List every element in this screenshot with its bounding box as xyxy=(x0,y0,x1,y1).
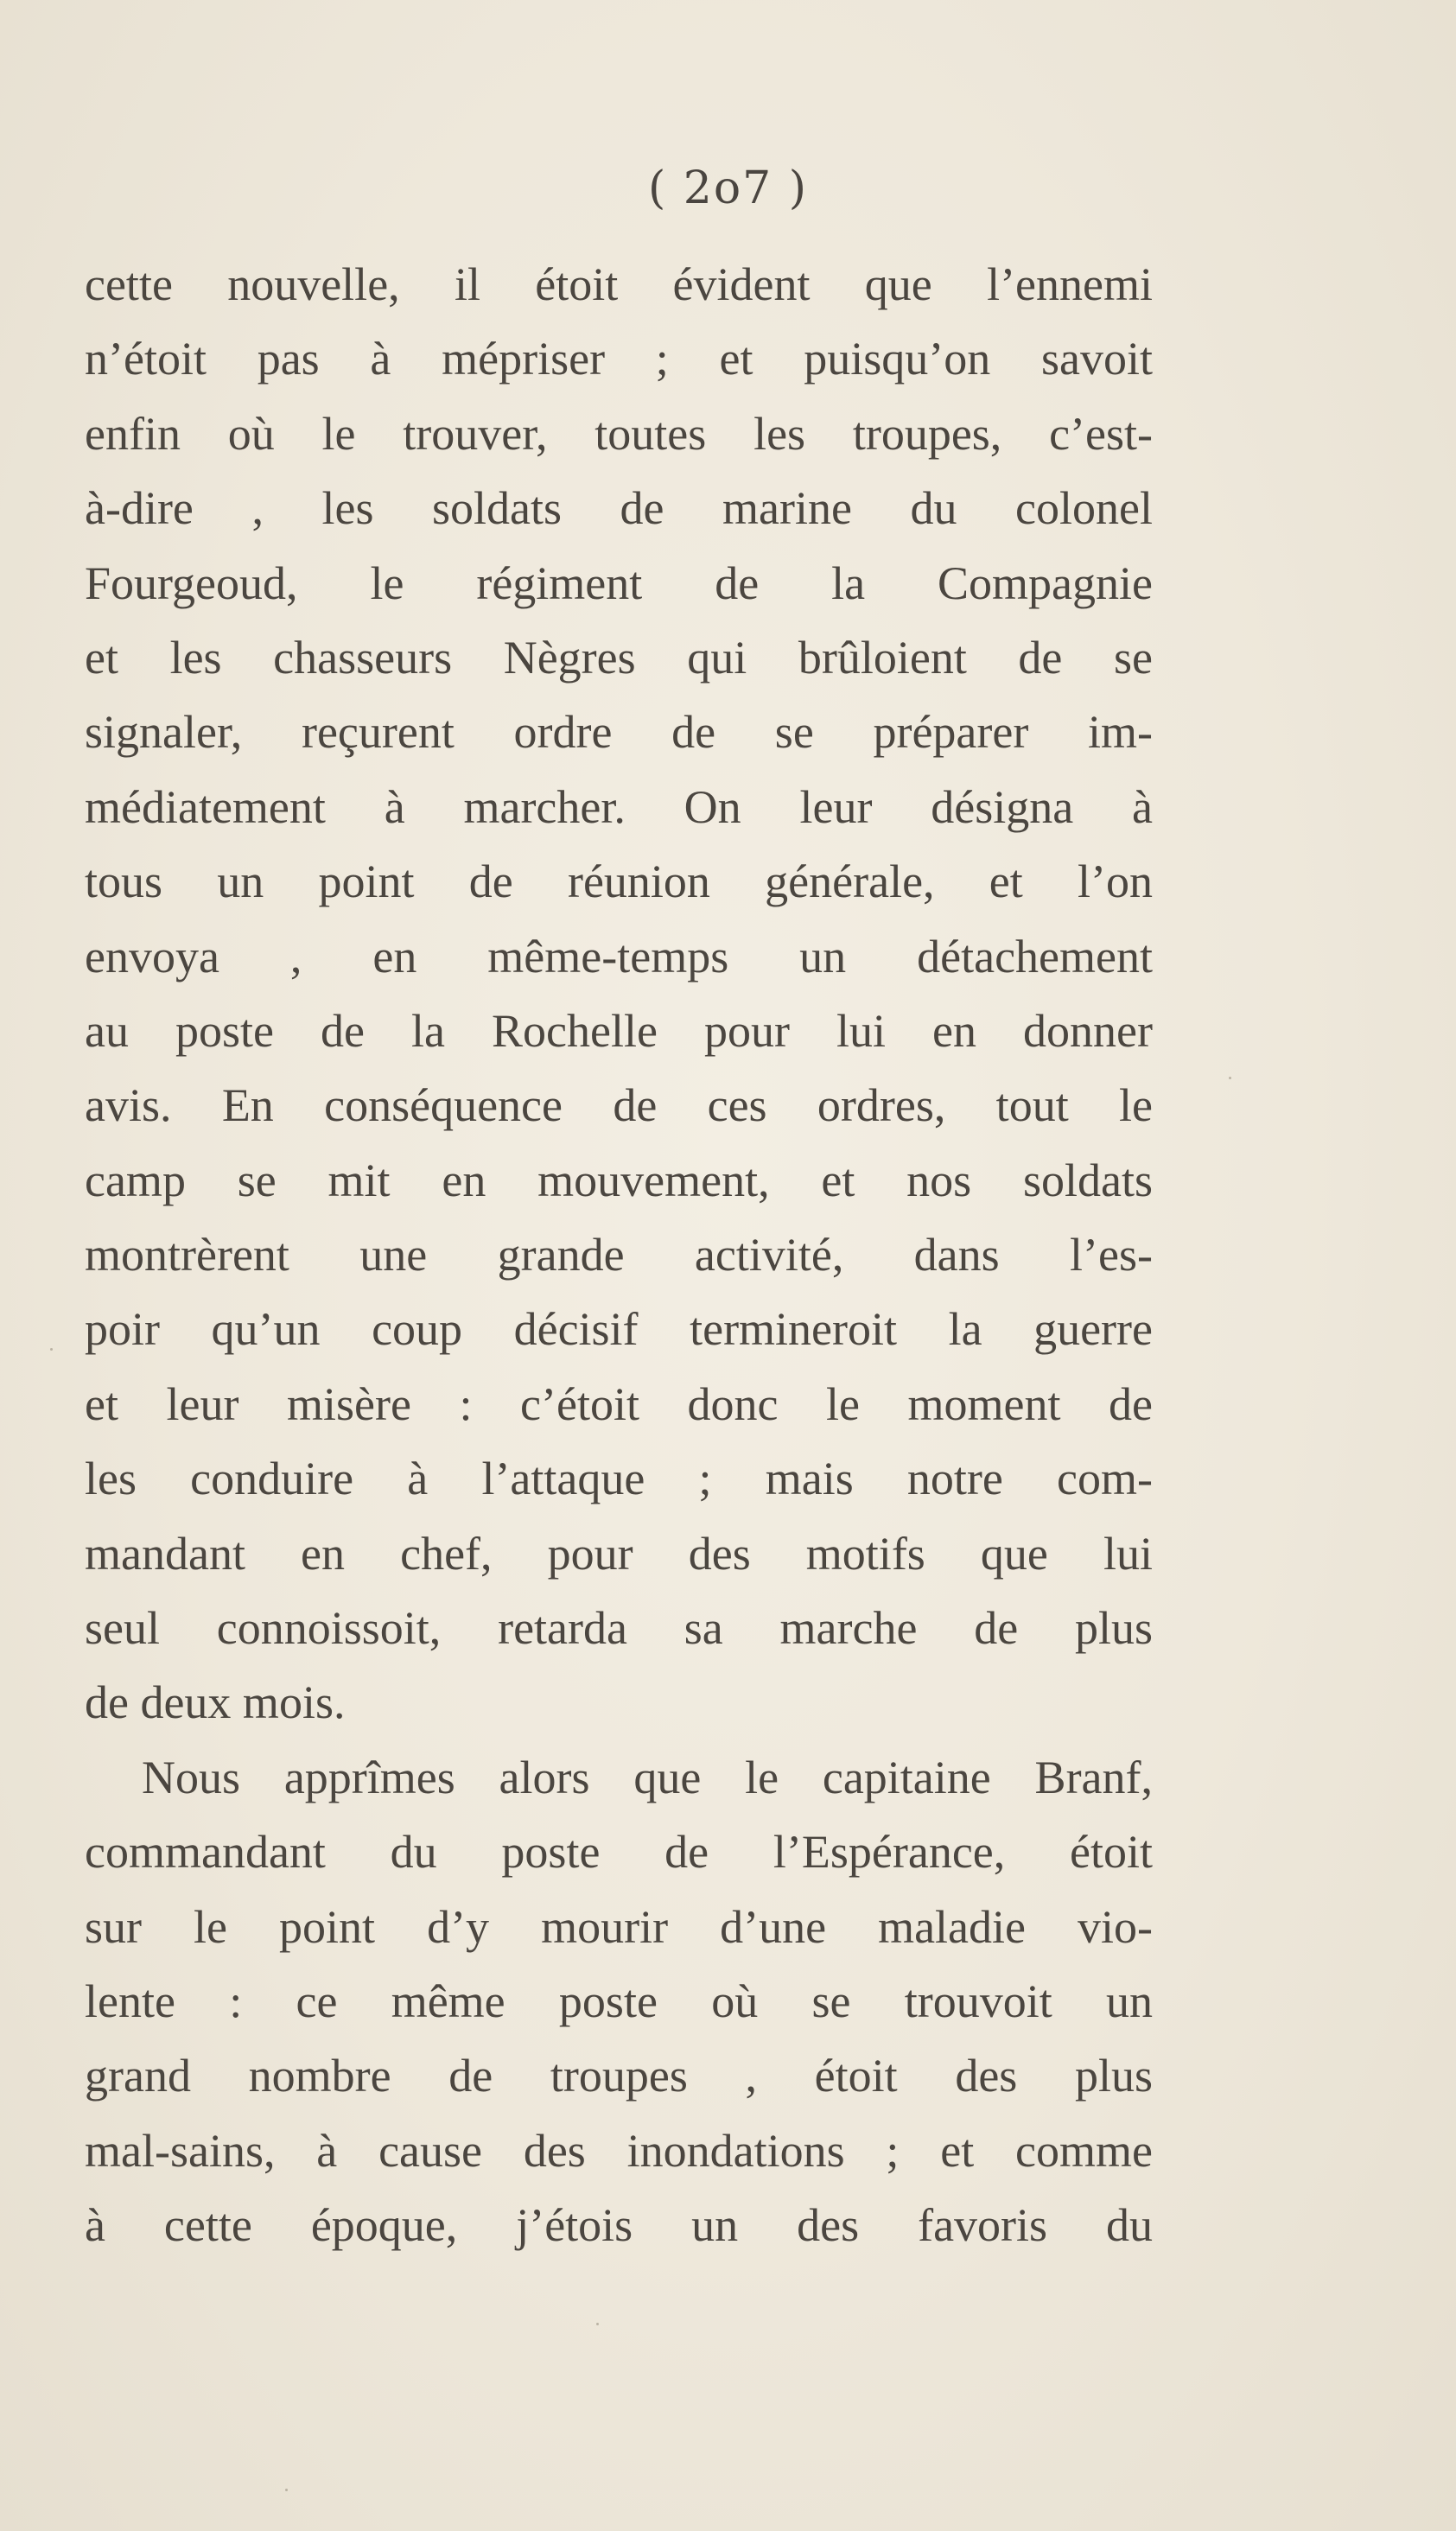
text-line: et leur misère : c’étoit donc le moment de xyxy=(85,1377,1153,1430)
text-line: commandant du poste de l’Espérance, étoit xyxy=(85,1826,1153,1879)
text-line: envoya , en même-temps un détachement xyxy=(85,930,1153,983)
text-line: enfin où le trouver, toutes les troupes, c’est- xyxy=(85,407,1153,460)
text-line: avis. En conséquence de ces ordres, tout le xyxy=(85,1079,1153,1132)
text-line: grand nombre de troupes , étoit des plus xyxy=(85,2050,1153,2102)
text-line: de deux mois. xyxy=(85,1676,346,1729)
text-line: seul connoissoit, retarda sa marche de plus xyxy=(85,1602,1153,1655)
text-line: Fourgeoud, le régiment de la Compagnie xyxy=(85,556,1153,609)
text-line: au poste de la Rochelle pour lui en donner xyxy=(85,1004,1153,1057)
text-line: médiatement à marcher. On leur désigna à xyxy=(85,780,1153,833)
text-line: sur le point d’y mourir d’une maladie vio- xyxy=(85,1900,1153,1953)
text-line: n’étoit pas à mépriser ; et puisqu’on savoit xyxy=(85,333,1153,385)
text-line: signaler, reçurent ordre de se préparer im- xyxy=(85,706,1153,759)
paper-speck xyxy=(285,2489,288,2491)
text-line: montrèrent une grande activité, dans l’es- xyxy=(85,1229,1153,1281)
page-number: ( 2o7 ) xyxy=(647,162,809,214)
text-line: cette nouvelle, il étoit évident que l’ennemi xyxy=(85,258,1153,310)
text-line: à-dire , les soldats de marine du colonel xyxy=(85,482,1153,535)
text-line: mal-sains, à cause des inondations ; et comme xyxy=(85,2124,1153,2177)
text-line: à cette époque, j’étois un des favoris du xyxy=(85,2199,1153,2252)
text-line: tous un point de réunion générale, et l’on xyxy=(85,855,1153,908)
text-line: les conduire à l’attaque ; mais notre com- xyxy=(85,1453,1153,1505)
text-line: lente : ce même poste où se trouvoit un xyxy=(85,1975,1153,2027)
paper-speck xyxy=(596,2323,599,2325)
paper-speck xyxy=(1229,1077,1231,1079)
paper-speck xyxy=(50,1348,53,1351)
text-line: et les chasseurs Nègres qui brûloient de se xyxy=(85,631,1153,684)
text-line: camp se mit en mouvement, et nos soldats xyxy=(85,1154,1153,1206)
text-line: Nous apprîmes alors que le capitaine Branf, xyxy=(142,1751,1153,1803)
text-line: poir qu’un coup décisif termineroit la guerre xyxy=(85,1303,1153,1356)
text-line: mandant en chef, pour des motifs que lui xyxy=(85,1527,1153,1580)
body-text xyxy=(85,247,1153,2263)
